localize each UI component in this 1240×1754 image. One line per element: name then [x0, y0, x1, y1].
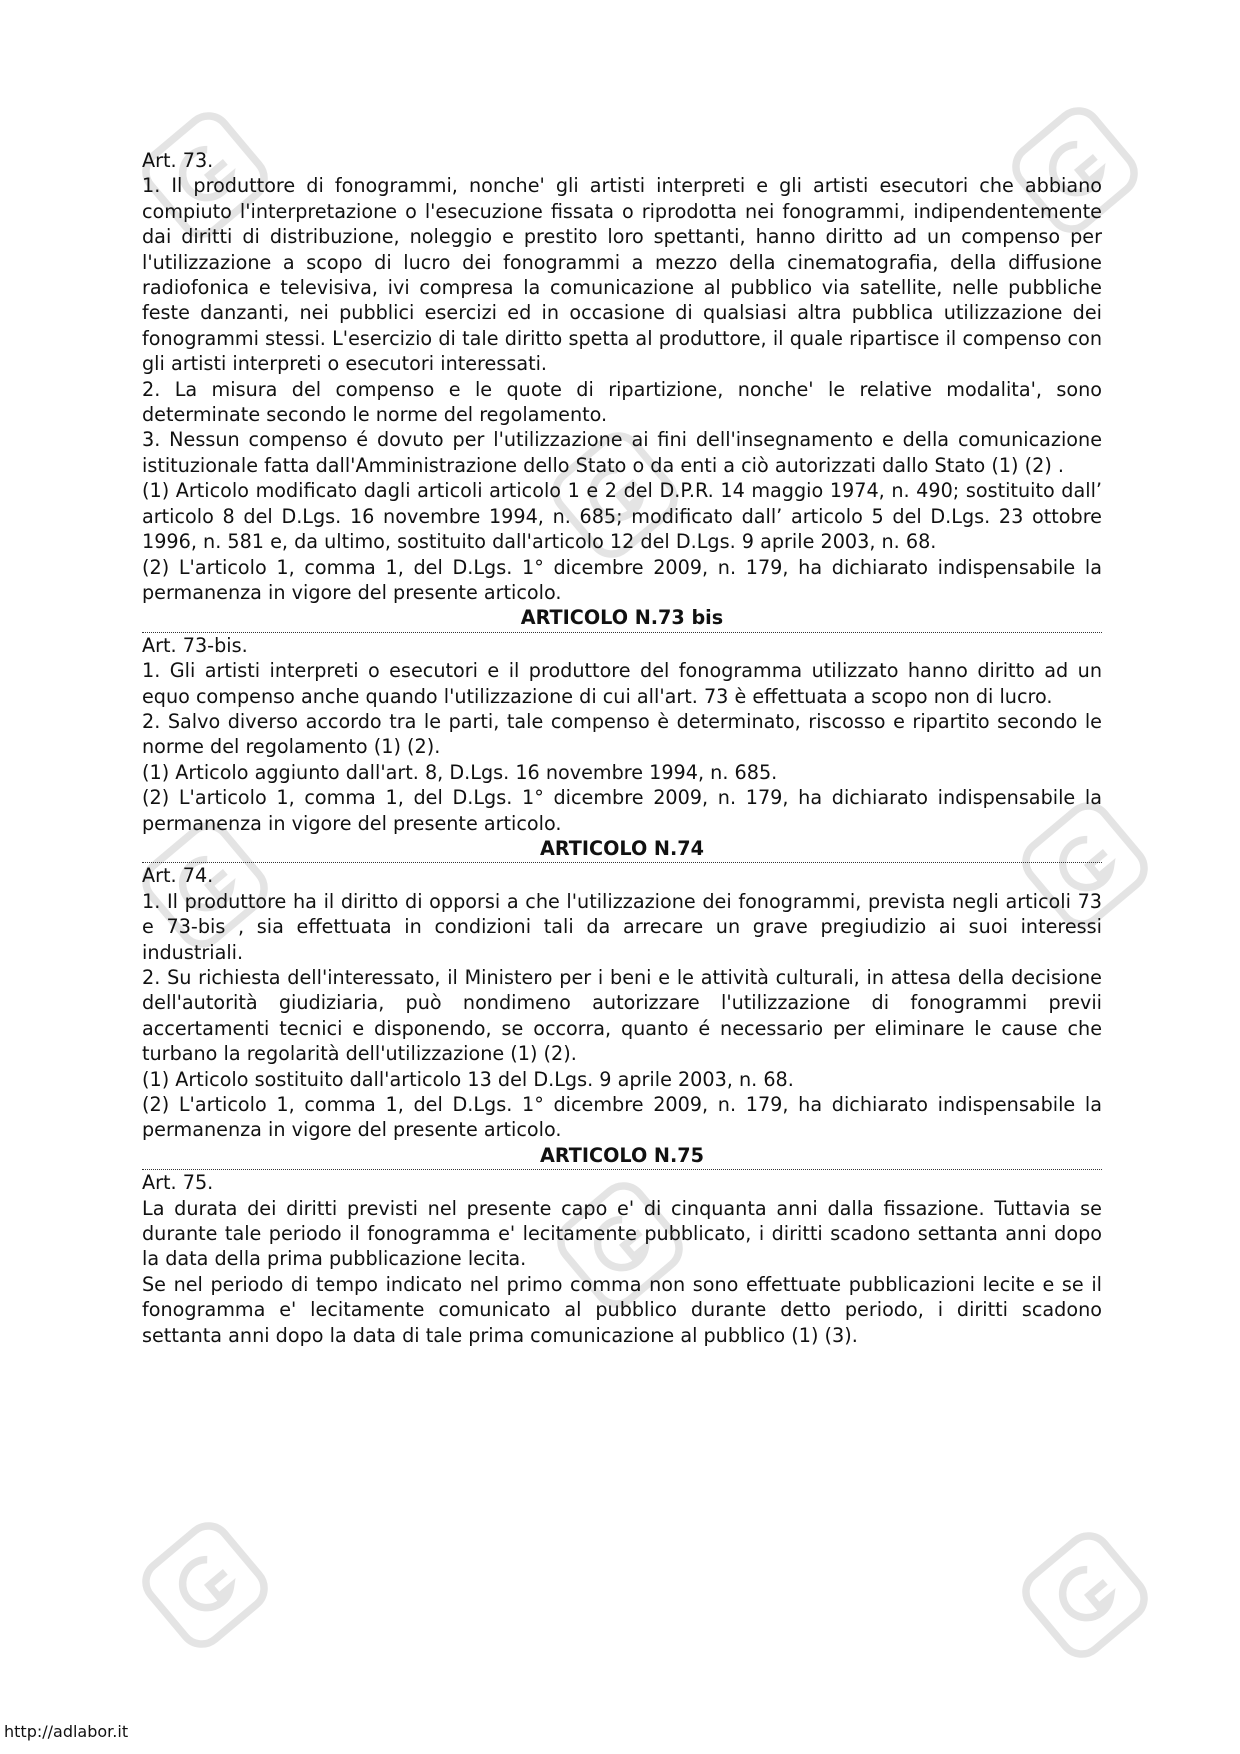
paragraph: 2. Su richiesta dell'interessato, il Ministero per i beni e le attività culturali, in attesa della decisione dell'autorità giudiziaria, può nondimeno autorizzare l'utilizzazione di fonogrammi previi accertamenti tecnici e disponendo, se occorra, quanto é necessario per eliminare le cause che turbano la regolarità dell'utilizzazione (1) (2). [142, 966, 1102, 1066]
article-heading: ARTICOLO N.75 [142, 1143, 1102, 1170]
article-75 [142, 1143, 1102, 1348]
footnote: (1) Articolo sostituito dall'articolo 13 del D.Lgs. 9 aprile 2003, n. 68. [142, 1067, 794, 1091]
article-heading: ARTICOLO N.74 [142, 836, 1102, 863]
document-body [142, 148, 1102, 1348]
article-73-bis [142, 605, 1102, 836]
article-label: Art. 73. [142, 149, 214, 172]
article-74 [142, 836, 1102, 1143]
watermark-logo-icon [1010, 1520, 1160, 1670]
footnote: (1) Articolo modificato dagli articoli articolo 1 e 2 del D.P.R. 14 maggio 1974, n. 490; sostituito dall’ articolo 8 del D.Lgs. 16 novembre 1994, n. 685; modificato dall’ articolo 5 del D.Lgs. 23 ottobre 1996, n. 581 e, da ultimo, sostituito dall'articolo 12 del D.Lgs. 9 aprile 2003, n. 68. [142, 479, 1102, 554]
paragraph: 1. Gli artisti interpreti o esecutori e il produttore del fonogramma utilizzato hanno diritto ad un equo compenso anche quando l'utilizzazione di cui all'art. 73 è effettuata a scopo non di lucro. [142, 659, 1102, 708]
footnote: (2) L'articolo 1, comma 1, del D.Lgs. 1° dicembre 2009, n. 179, ha dichiarato indispensabile la permanenza in vigore del presente articolo. [142, 786, 1102, 835]
footer-url[interactable]: http://adlabor.it [4, 1722, 129, 1741]
paragraph: La durata dei diritti previsti nel presente capo e' di cinquanta anni dalla fissazione. Tuttavia se durante tale periodo il fonogramma e' lecitamente pubblicato, i diritti scadono settanta anni dopo la data della prima pubblicazione lecita. [142, 1196, 1102, 1271]
watermark-logo-icon [130, 1510, 280, 1660]
article-73 [142, 148, 1102, 605]
article-heading: ARTICOLO N.73 bis [142, 605, 1102, 632]
paragraph: Se nel periodo di tempo indicato nel primo comma non sono effettuate pubblicazioni lecite e se il fonogramma e' lecitamente comunicato al pubblico durante detto periodo, i diritti scadono settanta anni dopo la data di tale prima comunicazione al pubblico (1) (3). [142, 1272, 1102, 1347]
paragraph: 2. Salvo diverso accordo tra le parti, tale compenso è determinato, riscosso e ripartito secondo le norme del regolamento (1) (2). [142, 709, 1102, 759]
footnote: (1) Articolo aggiunto dall'art. 8, D.Lgs. 16 novembre 1994, n. 685. [142, 760, 778, 784]
footnote: (2) L'articolo 1, comma 1, del D.Lgs. 1° dicembre 2009, n. 179, ha dichiarato indispensabile la permanenza in vigore del presente articolo. [142, 555, 1102, 604]
article-label: Art. 74. [142, 864, 214, 888]
paragraph: 1. Il produttore ha il diritto di opporsi a che l'utilizzazione dei fonogrammi, prevista negli articoli 73 e 73-bis , sia effettuata in condizioni tali da arrecare un grave pregiudizio ai suoi interessi industriali. [142, 889, 1102, 964]
paragraph: 3. Nessun compenso é dovuto per l'utilizzazione ai fini dell'insegnamento e della comunicazione istituzionale fatta dall'Amministrazione dello Stato o da enti a ciò autorizzati dallo Stato (1) (2) . [142, 428, 1102, 477]
footnote: (2) L'articolo 1, comma 1, del D.Lgs. 1° dicembre 2009, n. 179, ha dichiarato indispensabile la permanenza in vigore del presente articolo. [142, 1093, 1102, 1142]
paragraph: 1. Il produttore di fonogrammi, nonche' gli artisti interpreti e gli artisti esecutori che abbiano compiuto l'interpretazione o l'esecuzione fissata o riprodotta nei fonogrammi, indipendentemente dai diritti di distribuzione, noleggio e prestito loro spettanti, hanno diritto ad un compenso per l'utilizzazione a scopo di lucro dei fonogrammi a mezzo della cinematografia, della diffusione radiofonica e televisiva, ivi compresa la comunicazione al pubblico via satellite, nelle pubbliche feste danzanti, nei pubblici esercizi ed in occasione di qualsiasi altra pubblica utilizzazione dei fonogrammi stessi. L'esercizio di tale diritto spetta al produttore, il quale ripartisce il compenso con gli artisti interpreti o esecutori interessati. [142, 174, 1102, 376]
article-label: Art. 75. [142, 1171, 214, 1195]
article-label: Art. 73-bis. [142, 633, 248, 657]
paragraph: 2. La misura del compenso e le quote di ripartizione, nonche' le relative modalita', sono determinate secondo le norme del regolamento. [142, 377, 1102, 427]
